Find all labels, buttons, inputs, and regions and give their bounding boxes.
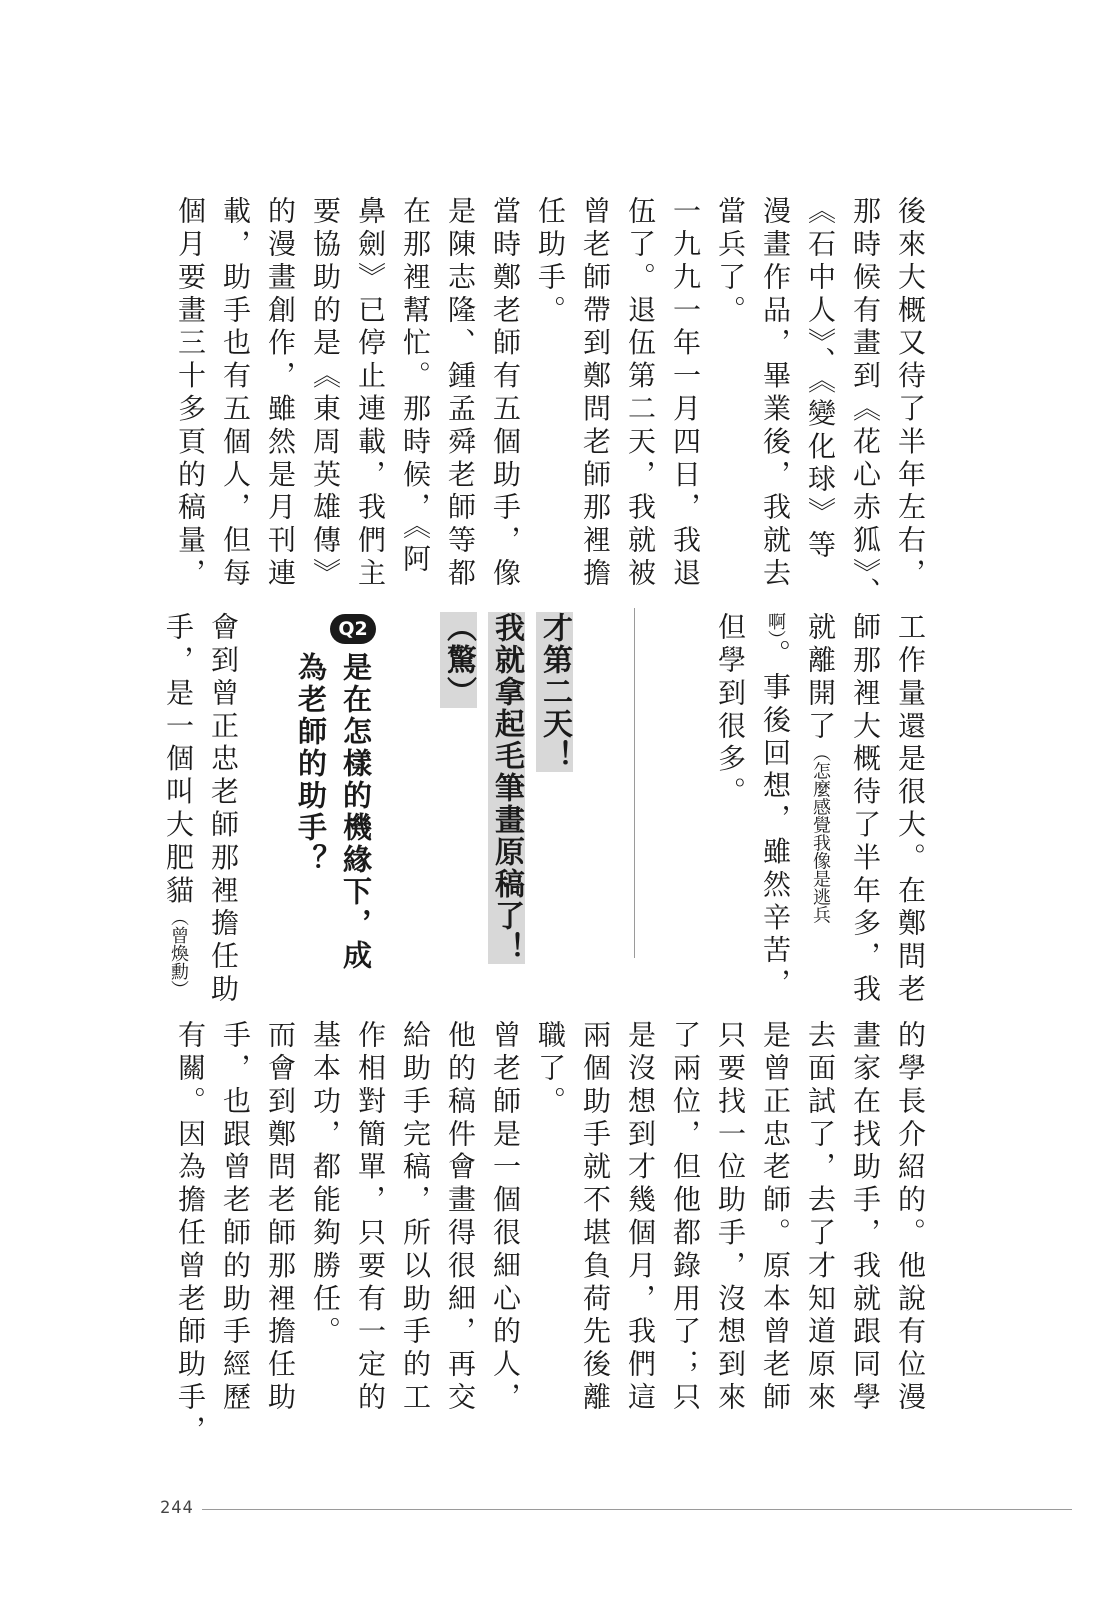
pull-quote-line: [531, 612, 577, 772]
bottom-text-block: [168, 1020, 933, 1448]
text-column: 伍了。退伍第二天，我就被: [624, 196, 657, 591]
text-column: 《石中人》、《變化球》等: [804, 196, 837, 563]
pull-quote-text: （驚）: [441, 612, 476, 708]
text-column: 個月要畫三十多頁的稿量，: [174, 196, 207, 591]
text-column: [753, 612, 798, 1001]
text-column: 曾老師帶到鄭問老師那裡擔: [579, 196, 612, 591]
text-column: 職了。: [534, 1020, 567, 1119]
text-column: 但學到很多。: [714, 612, 747, 810]
text-column: 任助手。: [534, 196, 567, 328]
pull-quote-line: [435, 612, 481, 708]
top-text-block: [168, 196, 933, 610]
aside-note: （曾煥勳）: [168, 908, 189, 999]
body-text: 手，是一個叫大肥貓: [162, 612, 195, 909]
aside-note: 啊）: [765, 612, 786, 639]
text-column: 的學長介紹的。他說有位漫: [894, 1020, 927, 1415]
pull-quote-text: 才第二天！: [537, 612, 572, 772]
text-column: 要協助的是《東周英雄傳》: [309, 196, 342, 591]
text-column: 漫畫作品，畢業後，我就去: [759, 196, 792, 591]
question-heading-line: 是在怎樣的機緣下，成: [339, 652, 373, 972]
body-text: 就離開了: [804, 612, 837, 744]
text-column: 後來大概又待了半年左右，: [894, 196, 927, 591]
pull-quote-line: [483, 612, 529, 964]
page-number: 244: [160, 1498, 194, 1518]
text-column: 會到曾正忠老師那裡擔任助: [207, 612, 240, 1007]
text-column: 載，助手也有五個人，但每: [219, 196, 252, 591]
text-column: 了兩位，但他都錄用了；只: [669, 1020, 702, 1415]
text-column: [156, 612, 201, 999]
text-column: 是曾正忠老師。原本曾老師: [759, 1020, 792, 1415]
column-divider: [634, 608, 635, 958]
text-column: 畫家在找助手，我就跟同學: [849, 1020, 882, 1415]
text-column: 是陳志隆、鍾孟舜老師等都: [444, 196, 477, 591]
question-heading-line: 為老師的助手？: [294, 652, 328, 876]
middle-left-text: [156, 612, 246, 1007]
text-column: 工作量還是很大。在鄭問老: [894, 612, 927, 1007]
text-column: 有關。因為擔任曾老師助手，: [174, 1020, 207, 1448]
text-column: 師那裡大概待了半年多，我: [849, 612, 882, 1007]
text-column: 手，也跟曾老師的助手經歷: [219, 1020, 252, 1415]
footer-rule: [202, 1509, 1072, 1510]
text-column: 鼻劍》已停止連載，我們主: [354, 196, 387, 591]
text-column: 當兵了。: [714, 196, 747, 328]
text-column: 的漫畫創作，雖然是月刊連: [264, 196, 297, 591]
text-column: 給助手完稿，所以助手的工: [399, 1020, 432, 1415]
text-column: [798, 612, 843, 964]
text-column: 在那裡幫忙。那時候，《阿: [399, 196, 432, 577]
text-column: 兩個助手就不堪負荷先後離: [579, 1020, 612, 1415]
text-column: 曾老師是一個很細心的人，: [489, 1020, 522, 1415]
body-text: 。事後回想，雖然辛苦，: [759, 639, 792, 1001]
aside-note: （怎麼感覺我像是逃兵: [810, 743, 831, 924]
text-column: 當時鄭老師有五個助手，像: [489, 196, 522, 591]
text-column: 基本功，都能夠勝任。: [309, 1020, 342, 1349]
text-column: 只要找一位助手，沒想到來: [714, 1020, 747, 1415]
text-column: 那時候有畫到《花心赤狐》、: [849, 196, 882, 610]
text-column: 一九九一年一月四日，我退: [669, 196, 702, 591]
middle-right-text: [708, 612, 933, 1007]
text-column: 他的稿件會畫得很細，再交: [444, 1020, 477, 1415]
question-badge: Q2: [330, 614, 376, 644]
text-column: 是沒想到才幾個月，我們這: [624, 1020, 657, 1415]
text-column: 而會到鄭問老師那裡擔任助: [264, 1020, 297, 1415]
text-column: 去面試了，去了才知道原來: [804, 1020, 837, 1415]
text-column: 作相對簡單，只要有一定的: [354, 1020, 387, 1415]
pull-quote-text: 我就拿起毛筆畫原稿了！: [489, 612, 524, 964]
